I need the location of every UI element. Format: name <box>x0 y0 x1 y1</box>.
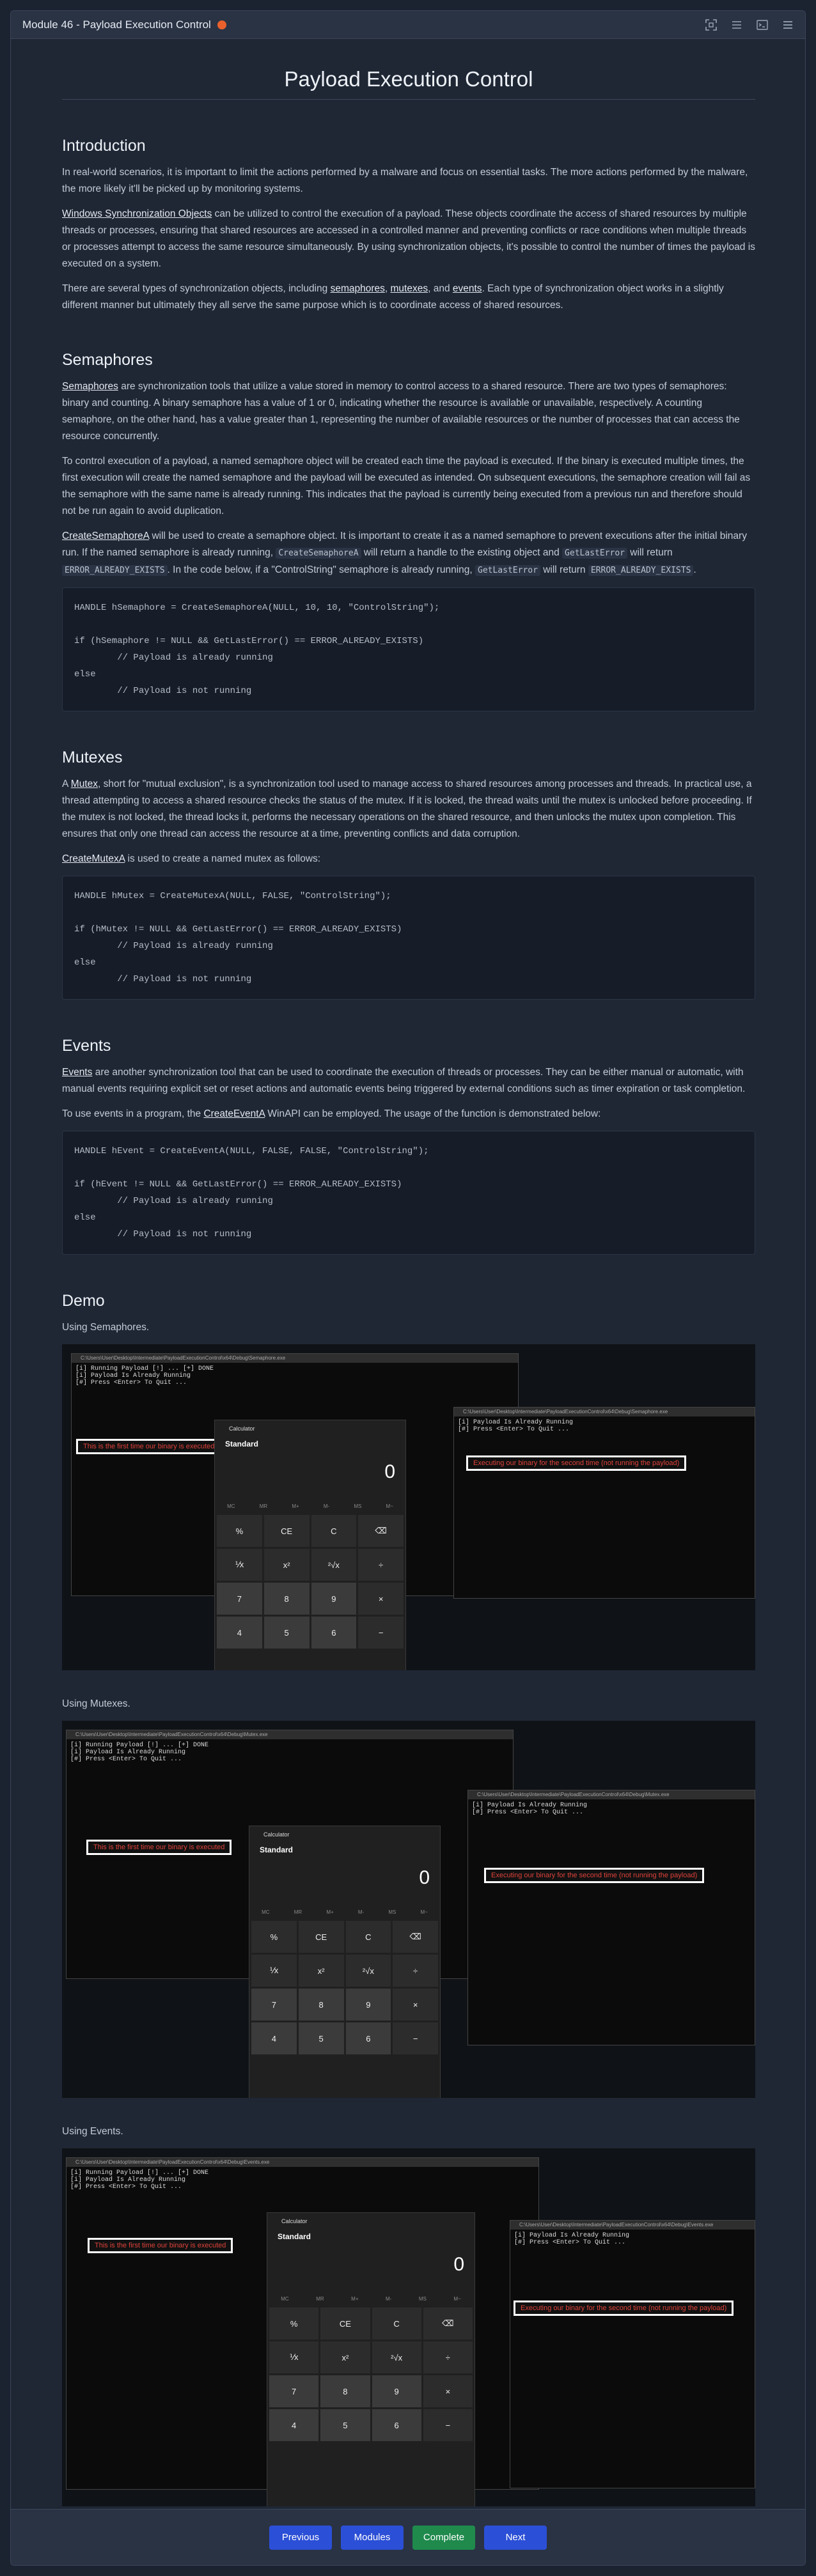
calc-key: 7 <box>269 2375 318 2407</box>
calc-key: 8 <box>264 1583 310 1615</box>
module-window <box>10 10 806 2566</box>
terminal-title: C:\Users\User\Desktop\Intermediate\PayloadExecutionControl\x64\Debug\Events.exe <box>67 2158 538 2167</box>
second-run-annotation: Executing our binary for the second time (not running the payload) <box>514 2301 734 2316</box>
createsemaphorea-link[interactable]: CreateSemaphoreA <box>62 531 150 541</box>
terminal-output: [i] Running Payload [!] ... [+] DONE [i] Payload Is Already Running [#] Press <Enter> To Quit ... <box>70 1742 209 1763</box>
modules-button[interactable]: Modules <box>341 2526 404 2550</box>
events-heading: Events <box>62 1037 111 1055</box>
terminal-window-second <box>510 2220 755 2488</box>
status-dot <box>217 20 226 29</box>
calculator-title: Calculator <box>229 1425 255 1432</box>
mem-key: MR <box>294 1909 302 1915</box>
terminal-window-second <box>467 1790 755 2045</box>
calculator-title: Calculator <box>281 2218 308 2224</box>
evt-p2 <box>62 1106 755 1122</box>
semaphore-code-block[interactable]: HANDLE hSemaphore = CreateSemaphoreA(NULL, 10, 10, "ControlString"); if (hSemaphore != NULL && GetLastError() == ERROR_ALREADY_EXISTS) // Payload is already running else // Payload is not running <box>62 587 755 711</box>
terminal-window-second <box>453 1407 755 1599</box>
inline-code: GetLastError <box>562 548 627 559</box>
calc-key: 5 <box>320 2409 370 2441</box>
mem-key: MC <box>262 1909 270 1915</box>
second-run-annotation: Executing our binary for the second time (not running the payload) <box>466 1455 686 1471</box>
mem-key: M+ <box>326 1909 334 1915</box>
calc-key: ²√x <box>311 1549 357 1581</box>
calc-key: CE <box>299 1921 344 1953</box>
calc-key: C <box>372 2308 421 2339</box>
evt-p1-text: are another synchronization tool that can be used to coordinate the execution of threads or processes. They can be either manual or automatic, with manual events requiring explicit set or reset actions and automatic events being triggered by external conditions such as timer expiration or task completion. <box>62 1067 746 1094</box>
mut-p2-text: is used to create a named mutex as follows: <box>125 853 321 864</box>
terminal-title: C:\Users\User\Desktop\Intermediate\PayloadExecutionControl\x64\Debug\Events.exe <box>510 2221 755 2230</box>
titlebar-icons <box>705 19 794 31</box>
demo-sem-caption: Using Semaphores. <box>62 1322 150 1333</box>
calc-key: 8 <box>299 1989 344 2021</box>
calc-key: 8 <box>320 2375 370 2407</box>
mut-p1 <box>62 776 755 842</box>
calc-key: − <box>393 2022 438 2054</box>
terminal-output: [i] Payload Is Already Running [#] Press <Enter> To Quit ... <box>472 1802 588 1816</box>
intro-p2-text: can be utilized to control the execution of a payload. These objects coordinate the access of shared resources by multiple threads or processes, ensuring that shared resources are accessed in a controlled manner and preventing conflicts or race conditions when multiple threads or processes attempt to access the same resource simultaneously. By using synchronization objects, it's possible to control the number of times the payload is executed on a system. <box>62 208 755 269</box>
calc-key: ÷ <box>393 1955 438 1987</box>
inline-code: ERROR_ALREADY_EXISTS <box>62 565 168 576</box>
window-titlebar <box>11 11 805 39</box>
calc-key: 6 <box>346 2022 391 2054</box>
calc-key: 4 <box>217 1617 262 1649</box>
menu-icon[interactable] <box>782 19 794 31</box>
first-run-annotation: This is the first time our binary is executed <box>76 1439 221 1454</box>
calculator-keypad <box>249 1919 440 2056</box>
semaphores-doc-link[interactable]: Semaphores <box>62 381 118 392</box>
calc-key: ²√x <box>346 1955 391 1987</box>
mem-key: M~ <box>420 1909 428 1915</box>
calc-key: 4 <box>251 2022 297 2054</box>
sem-p3 <box>62 528 755 579</box>
intro-p1: In real-world scenarios, it is important to limit the actions performed by a malware and focus on essential tasks. The more actions performed by the malware, the more likely it'll be picked up by monitoring systems. <box>62 167 748 194</box>
event-code-block[interactable]: HANDLE hEvent = CreateEventA(NULL, FALSE, FALSE, "ControlString"); if (hEvent != NULL && GetLastError() == ERROR_ALREADY_EXISTS) // Payload is already running else // Payload is not running <box>62 1131 755 1255</box>
calc-key: ²√x <box>372 2341 421 2373</box>
second-run-annotation: Executing our binary for the second time (not running the payload) <box>484 1868 704 1883</box>
sem-p1 <box>62 378 755 445</box>
calculator-display: 0 <box>384 1461 395 1482</box>
calc-key: ⅟x <box>217 1549 262 1581</box>
events-link[interactable]: events <box>452 283 482 294</box>
calc-key: CE <box>320 2308 370 2339</box>
demo-evt-caption: Using Events. <box>62 2126 123 2137</box>
semaphores-link[interactable]: semaphores <box>330 283 385 294</box>
sem-p3-b: will return a handle to the existing object and <box>361 547 563 558</box>
calc-key: ⅟x <box>269 2341 318 2373</box>
calc-key: % <box>217 1515 262 1547</box>
terminal-title: C:\Users\User\Desktop\Intermediate\PayloadExecutionControl\x64\Debug\Semaphore.exe <box>72 1354 518 1363</box>
calc-key: ÷ <box>423 2341 473 2373</box>
intro-p3-c: , and <box>428 283 453 294</box>
mem-key: MR <box>259 1503 268 1509</box>
calc-key: ÷ <box>358 1549 404 1581</box>
createmutexa-link[interactable]: CreateMutexA <box>62 853 125 864</box>
calc-key: 5 <box>299 2022 344 2054</box>
calc-key: x² <box>320 2341 370 2373</box>
calculator-window <box>249 1826 441 2098</box>
mem-key: MR <box>316 2296 324 2302</box>
mutex-code-block[interactable]: HANDLE hMutex = CreateMutexA(NULL, FALSE, "ControlString"); if (hMutex != NULL && GetLastError() == ERROR_ALREADY_EXISTS) // Payload is already running else // Payload is not running <box>62 876 755 1000</box>
semaphores-heading: Semaphores <box>62 351 153 369</box>
evt-p2-b: WinAPI can be employed. The usage of the function is demonstrated below: <box>265 1108 601 1119</box>
sem-p1-text: are synchronization tools that utilize a value stored in memory to control access to a shared resource. There are two types of semaphores: binary and counting. A binary semaphore has a value of 1 or 0, indicating whether the resource is available or unavailable, respectively. A counting semaphore, on the other hand, has a value greater than 1, representing the number of available resources or the number of processes that can access the resource concurrently. <box>62 381 740 442</box>
mem-key: M- <box>323 1503 330 1509</box>
calc-key: C <box>311 1515 357 1547</box>
first-run-annotation: This is the first time our binary is executed <box>86 1840 231 1855</box>
calculator-memory-row <box>249 1905 440 1919</box>
sem-p2: To control execution of a payload, a named semaphore object will be created each time the payload is executed. If the binary is executed multiple times, the first execution will create the named semaphore and the payload will be executed as intended. On subsequent executions, the semaphore creation will fail as the semaphore with the same name is already running. This indicates that the payload is currently being executed from a previous run and therefore should not be run again to avoid duplication. <box>62 456 751 516</box>
calculator-window <box>267 2212 475 2506</box>
calc-key: % <box>251 1921 297 1953</box>
list-icon[interactable] <box>731 19 742 31</box>
event-demo-screenshot <box>62 2148 755 2506</box>
calc-key: ⌫ <box>393 1921 438 1953</box>
calculator-display: 0 <box>419 1867 430 1888</box>
terminal-output: [i] Running Payload [!] ... [+] DONE [i] Payload Is Already Running [#] Press <Enter> To Quit ... <box>70 2169 209 2191</box>
module-content <box>62 39 755 2513</box>
sem-p3-c: will return <box>627 547 673 558</box>
mem-key: M+ <box>351 2296 359 2302</box>
evt-p2-a: To use events in a program, the <box>62 1108 204 1119</box>
intro-heading: Introduction <box>62 137 146 155</box>
calculator-keypad <box>267 2306 475 2443</box>
calc-key: × <box>393 1989 438 2021</box>
mut-p1-b: , short for "mutual exclusion", is a synchronization tool used to manage access to shared resources among processes and threads. In practical use, a thread attempting to access a shared resource checks the status of the mutex. If it is locked, the thread waits until the mutex is unlocked before proceeding. If the mutex is not locked, the thread locks it, performs the necessary operations on the shared resource, and then unlocks the mutex upon completion. This ensures that only one thread can access the resource at a time, preventing conflicts and data corruption. <box>62 779 752 839</box>
sync-objects-link[interactable]: Windows Synchronization Objects <box>62 208 212 219</box>
terminal-title: C:\Users\User\Desktop\Intermediate\PayloadExecutionControl\x64\Debug\Mutex.exe <box>468 1790 755 1799</box>
calc-key: x² <box>264 1549 310 1581</box>
sem-p3-a: will be used to create a semaphore object. It is important to create it as a named semaphore to prevent executions after the initial binary run. If the named semaphore is already running, <box>62 531 747 558</box>
mem-key: MS <box>354 1503 362 1509</box>
calc-key: ⌫ <box>358 1515 404 1547</box>
calc-key: 9 <box>372 2375 421 2407</box>
calculator-window <box>214 1420 406 1670</box>
createeventa-link[interactable]: CreateEventA <box>203 1108 265 1119</box>
calculator-memory-row <box>215 1500 405 1513</box>
mem-key: MS <box>388 1909 396 1915</box>
calc-key: 9 <box>346 1989 391 2021</box>
calc-key: % <box>269 2308 318 2339</box>
mutexes-heading: Mutexes <box>62 749 123 766</box>
intro-p3-a: There are several types of synchronization objects, including <box>62 283 331 294</box>
calc-key: 6 <box>372 2409 421 2441</box>
calc-key: × <box>423 2375 473 2407</box>
calc-key: 7 <box>251 1989 297 2021</box>
calc-key: ⌫ <box>423 2308 473 2339</box>
first-run-annotation: This is the first time our binary is executed <box>88 2238 233 2253</box>
calculator-mode: Standard <box>225 1439 259 1448</box>
calc-key: 9 <box>311 1583 357 1615</box>
terminal-title: C:\Users\User\Desktop\Intermediate\PayloadExecutionControl\x64\Debug\Semaphore.exe <box>454 1408 755 1416</box>
calculator-mode: Standard <box>260 1845 294 1854</box>
sem-p3-e: will return <box>540 564 588 575</box>
demo-heading: Demo <box>62 1292 105 1310</box>
calc-key: 5 <box>264 1617 310 1649</box>
mutex-demo-screenshot <box>62 1721 755 2098</box>
calculator-mode: Standard <box>278 2232 311 2241</box>
calc-key: C <box>346 1921 391 1953</box>
inline-code: CreateSemaphoreA <box>276 548 361 559</box>
calculator-display: 0 <box>453 2254 464 2275</box>
inline-code: ERROR_ALREADY_EXISTS <box>588 565 694 576</box>
evt-p1 <box>62 1064 755 1098</box>
fullscreen-icon[interactable] <box>705 19 717 31</box>
terminal-output: [i] Running Payload [!] ... [+] DONE [i] Payload Is Already Running [#] Press <Enter> To Quit ... <box>75 1365 214 1386</box>
calc-key: ⅟x <box>251 1955 297 1987</box>
complete-button[interactable]: Complete <box>412 2526 475 2550</box>
mem-key: M~ <box>386 1503 393 1509</box>
intro-p3-b: , <box>384 283 391 294</box>
sem-p3-d: . In the code below, if a "ControlString" semaphore is already running, <box>167 564 475 575</box>
page-title: Payload Execution Control <box>62 67 755 100</box>
intro-p2 <box>62 206 755 272</box>
mem-key: M- <box>386 2296 392 2302</box>
semaphore-demo-screenshot <box>62 1344 755 1670</box>
intro-p3 <box>62 281 755 314</box>
calc-key: 4 <box>269 2409 318 2441</box>
calculator-keypad <box>215 1513 405 1650</box>
calc-key: − <box>423 2409 473 2441</box>
window-title: Module 46 - Payload Execution Control <box>22 18 211 31</box>
mutex-link[interactable]: Mutex <box>70 779 98 789</box>
mut-p1-a: A <box>62 779 71 789</box>
mem-key: M+ <box>292 1503 299 1509</box>
calc-key: 7 <box>217 1583 262 1615</box>
calc-key: x² <box>299 1955 344 1987</box>
calculator-memory-row <box>267 2292 475 2306</box>
mem-key: M- <box>357 1909 365 1915</box>
terminal-icon[interactable] <box>757 19 768 31</box>
mem-key: MC <box>227 1503 235 1509</box>
events-doc-link[interactable]: Events <box>62 1067 93 1078</box>
mut-p2 <box>62 851 755 867</box>
terminal-output: [i] Payload Is Already Running [#] Press <Enter> To Quit ... <box>458 1419 574 1433</box>
intro-p3-d: . Each type of synchronization object works in a slightly different manner but ultimately they all serve the same purpose which is to coordinate access of shared resources. <box>62 283 724 311</box>
mem-key: MC <box>281 2296 289 2302</box>
sem-p3-f: . <box>693 564 696 575</box>
inline-code: GetLastError <box>475 565 540 576</box>
mem-key: MS <box>418 2296 427 2302</box>
calc-key: 6 <box>311 1617 357 1649</box>
terminal-output: [i] Payload Is Already Running [#] Press <Enter> To Quit ... <box>514 2232 630 2246</box>
module-footer <box>11 2509 805 2565</box>
terminal-title: C:\Users\User\Desktop\Intermediate\PayloadExecutionControl\x64\Debug\Mutex.exe <box>67 1730 513 1739</box>
calc-key: CE <box>264 1515 310 1547</box>
calc-key: × <box>358 1583 404 1615</box>
demo-mut-caption: Using Mutexes. <box>62 1698 130 1709</box>
calc-key: − <box>358 1617 404 1649</box>
mem-key: M~ <box>453 2296 461 2302</box>
calculator-title: Calculator <box>263 1831 290 1838</box>
next-button[interactable]: Next <box>484 2526 547 2550</box>
previous-button[interactable]: Previous <box>269 2526 332 2550</box>
mutexes-link[interactable]: mutexes <box>390 283 428 294</box>
